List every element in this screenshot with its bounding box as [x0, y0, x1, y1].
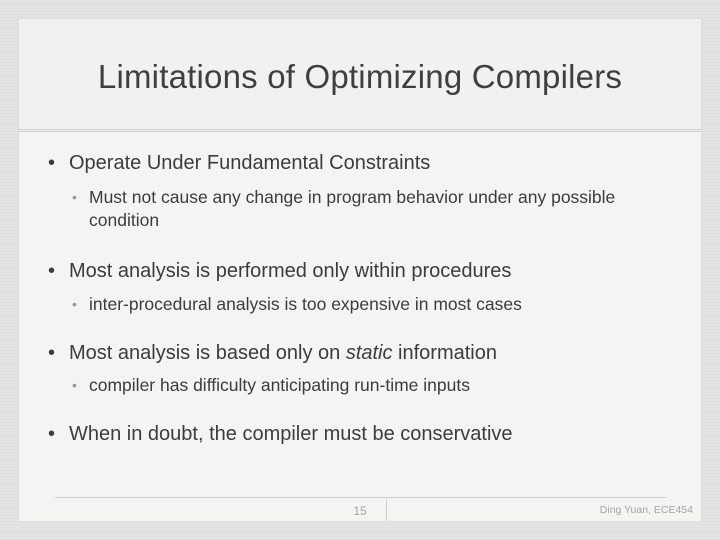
bullet-text-before: Most analysis is based only on	[69, 342, 346, 364]
bullet-item-1	[48, 150, 688, 176]
bullet-marker: •	[48, 423, 56, 445]
footer-divider	[55, 497, 667, 498]
sub-bullet-text: inter-procedural analysis is too expensive in most cases	[89, 294, 522, 314]
bullet-text	[69, 342, 497, 364]
bullet-marker: •	[48, 342, 56, 364]
sub-bullet-text: compiler has difficulty anticipating run-time inputs	[89, 375, 470, 395]
sub-bullet-item-1	[72, 186, 682, 232]
bullet-marker: •	[48, 260, 56, 282]
bullet-item-3	[48, 340, 688, 366]
bullet-text: When in doubt, the compiler must be conservative	[69, 423, 513, 445]
bullet-text: Most analysis is performed only within procedures	[69, 260, 512, 282]
sub-bullet-marker: •	[72, 296, 77, 312]
page-number: 15	[353, 504, 367, 518]
sub-bullet-text: Must not cause any change in program behavior under any possible condition	[89, 187, 616, 230]
slide-title: Limitations of Optimizing Compilers	[97, 58, 623, 95]
sub-bullet-item-3	[72, 374, 682, 397]
bullet-text-emphasis: static	[345, 342, 393, 364]
footer-author: Ding Yuan, ECE454	[599, 504, 693, 516]
bullet-marker: •	[48, 152, 56, 174]
sub-bullet-marker: •	[72, 377, 77, 393]
sub-bullet-item-2	[72, 293, 682, 316]
bullet-item-4	[48, 421, 688, 447]
page-number-divider	[386, 499, 387, 521]
bullet-item-2	[48, 258, 688, 284]
bullet-text: Operate Under Fundamental Constraints	[69, 152, 431, 174]
sub-bullet-marker: •	[72, 189, 77, 205]
bullet-text-after: information	[392, 342, 497, 364]
